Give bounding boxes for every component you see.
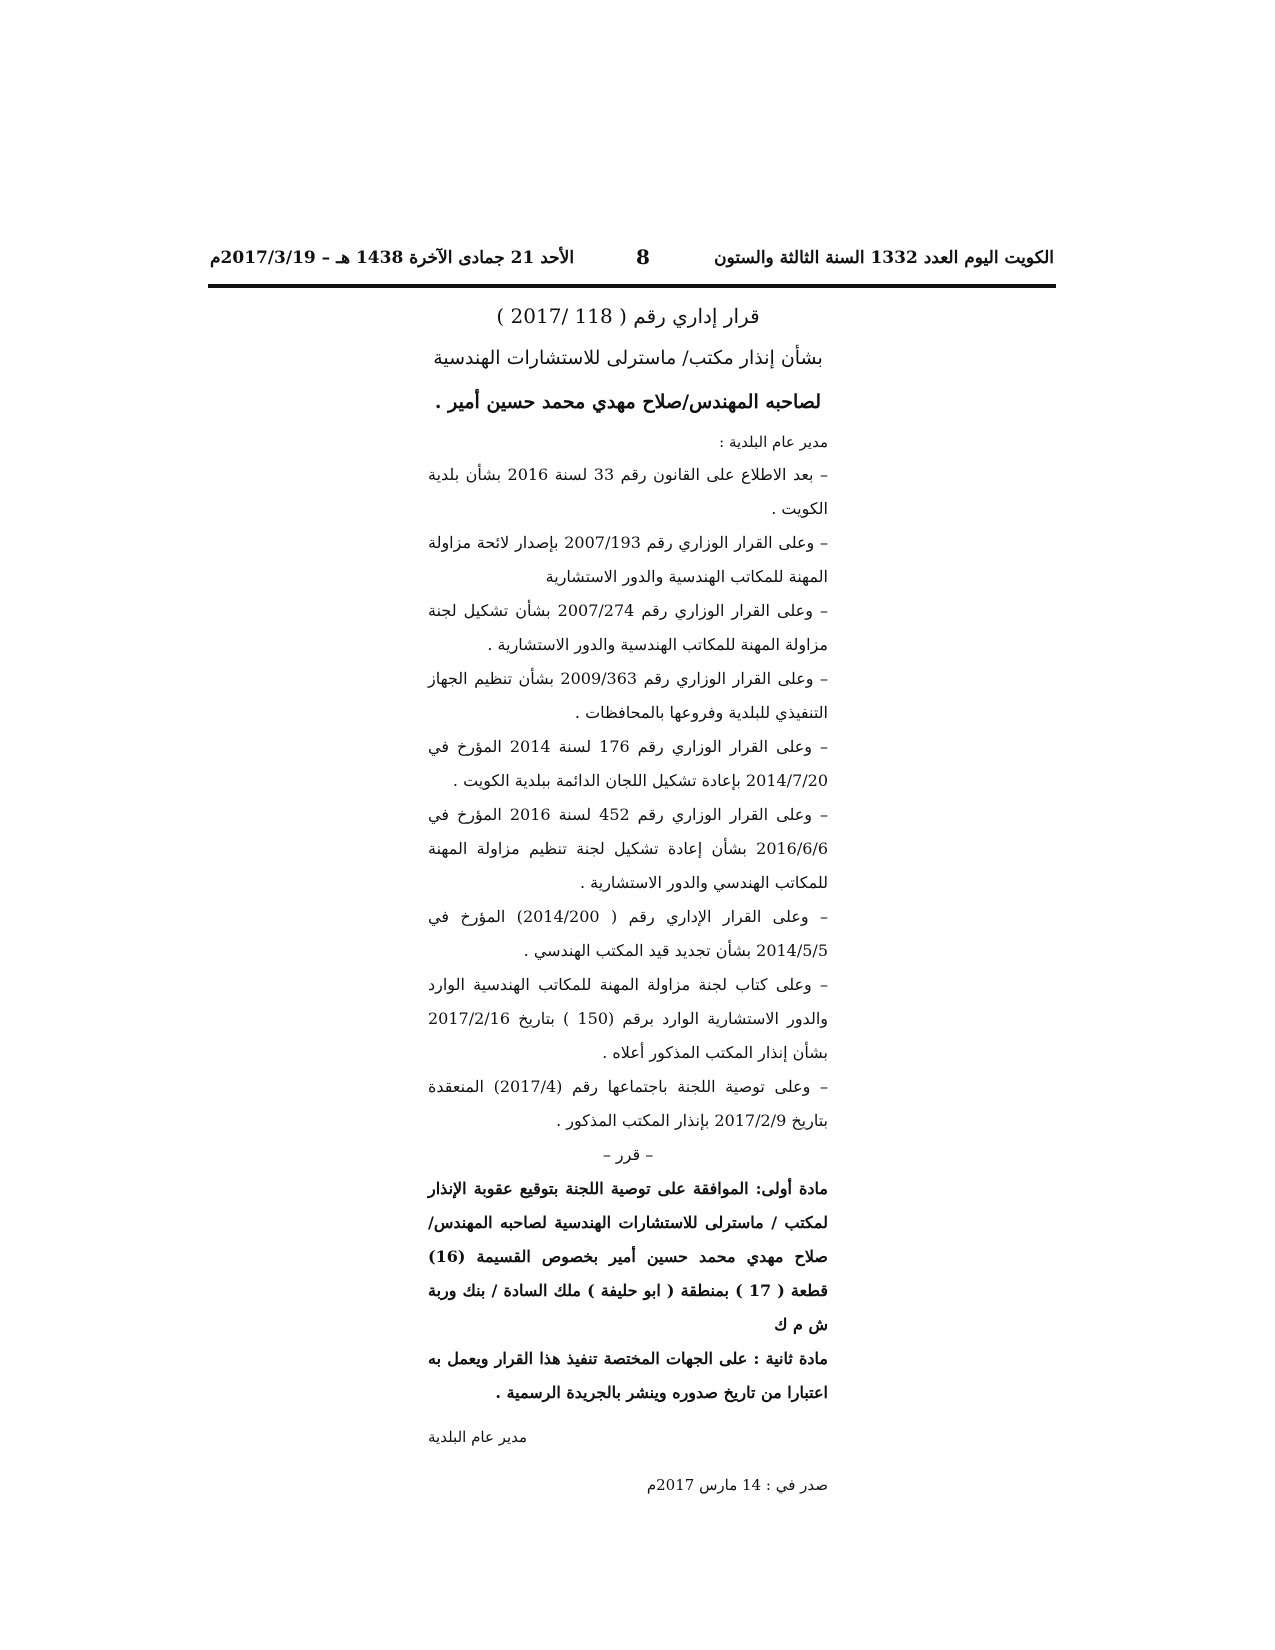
- clause-3: – وعلى القرار الوزاري رقم 2007/274 بشأن تشكيل لجنة مزاولة المهنة للمكاتب الهندسية والدور الاستشارية .: [428, 601, 829, 654]
- clause-6: – وعلى القرار الوزاري رقم 452 لسنة 2016 المؤرخ في 2016/6/6 بشأن إعادة تشكيل لجنة تنظيم مزاولة المهنة للمكاتب الهندسي والدور الاستشارية .: [428, 805, 829, 892]
- decision-title: قرار إداري رقم ( 118 /2017 ): [496, 304, 760, 328]
- clause-2: – وعلى القرار الوزاري رقم 2007/193 بإصدار لائحة مزاولة المهنة للمكاتب الهندسية والدور الاستشارية: [428, 533, 829, 586]
- article-1: مادة أولى: الموافقة على توصية اللجنة بتوقيع عقوبة الإنذار لمكتب / ماسترلى للاستشارات الهندسية لصاحبه المهندس/ صلاح مهدي محمد حسين أمير بخصوص القسيمة (16) قطعة ( 17 ) بمنطقة ( ابو حليفة ) ملك السادة / بنك وربة ش م ك: [428, 1179, 829, 1334]
- clause-7: – وعلى القرار الإداري رقم ( 2014/200) المؤرخ في 2014/5/5 بشأن تجديد قيد المكتب الهندسي .: [428, 907, 828, 960]
- page-number: 8: [636, 245, 650, 269]
- signature-title: مدير عام البلدية: [428, 1428, 528, 1446]
- issue-date: صدر في : 14 مارس 2017م: [646, 1476, 828, 1494]
- clause-1: – بعد الاطلاع على القانون رقم 33 لسنة 2016 بشأن بلدية الكويت .: [428, 465, 829, 518]
- signature-block: [428, 1422, 828, 1452]
- header-date: الأحد 21 جمادى الآخرة 1438 هـ – 2017/3/19م: [210, 248, 575, 268]
- clause-8: – وعلى كتاب لجنة مزاولة المهنة للمكاتب الهندسية الوارد والدور الاستشارية الوارد برقم (150 ) بتاريخ 2017/2/16 بشأن إنذار المكتب المذكور أعلاه .: [428, 975, 829, 1062]
- clause-5: – وعلى القرار الوزاري رقم 176 لسنة 2014 المؤرخ في 2014/7/20 بإعادة تشكيل اللجان الدائمة ببلدية الكويت .: [428, 737, 829, 790]
- decreed-heading: – قرر –: [602, 1145, 654, 1164]
- decision-subject: بشأن إنذار مكتب/ ماسترلى للاستشارات الهندسية: [433, 347, 823, 369]
- header-divider: [208, 284, 1056, 288]
- article-2: مادة ثانية : على الجهات المختصة تنفيذ هذا القرار ويعمل به اعتبارا من تاريخ صدوره وينشر بالجريدة الرسمية .: [428, 1349, 828, 1402]
- header-publication: الكويت اليوم العدد 1332 السنة الثالثة والستون: [714, 248, 1054, 268]
- clause-9: – وعلى توصية اللجنة باجتماعها رقم (2017/4) المنعقدة بتاريخ 2017/2/9 بإنذار المكتب المذكور .: [428, 1077, 828, 1130]
- clause-4: – وعلى القرار الوزاري رقم 2009/363 بشأن تنظيم الجهاز التنفيذي للبلدية وفروعها بالمحافظات .: [428, 669, 828, 722]
- page-header: [208, 245, 1056, 278]
- decision-document: [428, 296, 828, 1500]
- issuer-intro: مدير عام البلدية :: [719, 433, 828, 451]
- decision-owner: لصاحبه المهندس/صلاح مهدي محمد حسين أمير .: [434, 391, 822, 413]
